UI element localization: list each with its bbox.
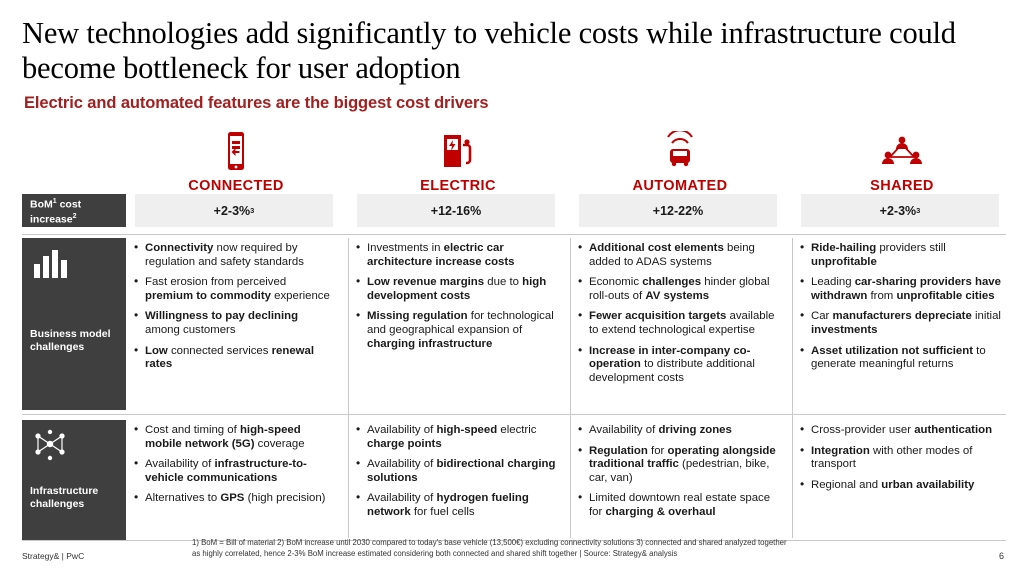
list-item: • Alternatives to GPS (high precision) [134, 492, 336, 506]
divider-col-2 [570, 238, 571, 538]
cell-business-electric [356, 242, 558, 358]
list-item: • Availability of hydrogen fueling network for fuel cells [356, 492, 558, 519]
list-item: • Asset utilization not sufficient to generate meaningful returns [800, 345, 1002, 372]
network-nodes-icon [30, 428, 118, 468]
bom-label-line1: BoM [30, 198, 53, 210]
column-header-electric [354, 130, 562, 194]
bom-value: +2-3% [879, 203, 917, 218]
list-item: • Limited downtown real estate space for charging & overhaul [578, 492, 780, 519]
bullet-list [356, 424, 558, 520]
list-item: • Regulation for operating alongside traditional traffic (pedestrian, bike, car, van) [578, 445, 780, 486]
column-title: ELECTRIC [420, 178, 496, 194]
connected-phone-car-icon [132, 130, 340, 172]
automated-car-sensor-icon [576, 130, 784, 172]
bullet-list [356, 242, 558, 351]
divider-middle [22, 414, 1006, 415]
page-number: 6 [998, 551, 1004, 561]
column-title: SHARED [870, 178, 934, 194]
bullet-list [134, 242, 336, 372]
bom-value-electric [357, 194, 555, 227]
bom-label-sup2: 2 [72, 212, 77, 220]
bom-value: +2-3% [213, 203, 251, 218]
list-item: • Connectivity now required by regulation and safety standards [134, 242, 336, 269]
footnote-line-2: as highly correlated, hence 2-3% BoM increase estimated considering both connected and shared shift together | Source: Strategy& analysis [192, 548, 678, 558]
list-item: • Car manufacturers depreciate initial investments [800, 310, 1002, 337]
list-item: • Additional cost elements being added to ADAS systems [578, 242, 780, 269]
column-header-shared [798, 130, 1006, 194]
list-item: • Increase in inter-company co-operation to distribute additional development costs [578, 345, 780, 386]
bom-value-automated [579, 194, 777, 227]
page-subtitle: Electric and automated features are the biggest cost drivers [24, 94, 489, 112]
list-item: • Cross-provider user authentication [800, 424, 1002, 438]
column-title: CONNECTED [188, 178, 284, 194]
bom-value-shared [801, 194, 999, 227]
footnote [192, 538, 892, 559]
shared-users-network-icon [798, 130, 1006, 172]
column-title: AUTOMATED [632, 178, 728, 194]
electric-charging-station-icon [354, 130, 562, 172]
bom-label-sup1: 1 [52, 197, 57, 205]
row-label-text: Infrastructure challenges [30, 485, 99, 510]
bom-value: +12-22% [652, 203, 704, 218]
cell-infra-automated [578, 424, 780, 527]
list-item: • Low connected services renewal rates [134, 345, 336, 372]
cell-infra-electric [356, 424, 558, 527]
bom-row-label [22, 194, 126, 227]
list-item: • Fast erosion from perceived premium to commodity experience [134, 276, 336, 303]
list-item: • Availability of high-speed electric charge points [356, 424, 558, 451]
bullet-list [578, 424, 780, 520]
bullet-list [800, 242, 1002, 372]
column-header-connected [132, 130, 340, 194]
bom-value: +12-16% [430, 203, 482, 218]
bom-label-line2: increase [30, 213, 73, 225]
divider-top [22, 234, 1006, 235]
page-title: New technologies add significantly to vehicle costs while infrastructure could become bottleneck for user adoption [22, 16, 956, 85]
bom-value-sup: 3 [916, 206, 921, 215]
list-item: • Low revenue margins due to high development costs [356, 276, 558, 303]
cell-business-connected [134, 242, 336, 379]
list-item: • Cost and timing of high-speed mobile network (5G) coverage [134, 424, 336, 451]
bullet-list [134, 424, 336, 506]
list-item: • Investments in electric car architecture increase costs [356, 242, 558, 269]
bom-value-sup: 3 [250, 206, 255, 215]
bom-value-connected [135, 194, 333, 227]
list-item: • Leading car-sharing providers have withdrawn from unprofitable cities [800, 276, 1002, 303]
cell-infra-connected [134, 424, 336, 513]
list-item: • Economic challenges hinder global roll-outs of AV systems [578, 276, 780, 303]
cell-infra-shared [800, 424, 1002, 499]
column-header-automated [576, 130, 784, 194]
cell-business-shared [800, 242, 1002, 379]
list-item: • Fewer acquisition targets available to extend technological expertise [578, 310, 780, 337]
cell-business-automated [578, 242, 780, 392]
list-item: • Availability of infrastructure-to-vehicle communications [134, 458, 336, 485]
row-label-text: Business model challenges [30, 328, 111, 353]
list-item: • Integration with other modes of transport [800, 445, 1002, 472]
bar-chart-icon [30, 246, 118, 286]
list-item: • Availability of bidirectional charging solutions [356, 458, 558, 485]
bullet-list [800, 424, 1002, 492]
list-item: • Regional and urban availability [800, 479, 1002, 493]
divider-col-3 [792, 238, 793, 538]
bullet-list [578, 242, 780, 385]
divider-col-1 [348, 238, 349, 538]
bom-label-line1b: cost [56, 198, 82, 210]
footer-brand: Strategy& | PwC [22, 551, 85, 561]
row-label-infrastructure [22, 420, 126, 540]
list-item: • Availability of driving zones [578, 424, 780, 438]
list-item: • Missing regulation for technological and geographical expansion of charging infrastructure [356, 310, 558, 351]
row-label-business-model [22, 238, 126, 410]
list-item: • Willingness to pay declining among customers [134, 310, 336, 337]
list-item: • Ride-hailing providers still unprofitable [800, 242, 1002, 269]
footnote-line-1: 1) BoM = Bill of material 2) BoM increase until 2030 compared to today's base vehicle (13,500€) excluding connectivity solutions 3) connected and shared analyzed together [192, 538, 787, 547]
